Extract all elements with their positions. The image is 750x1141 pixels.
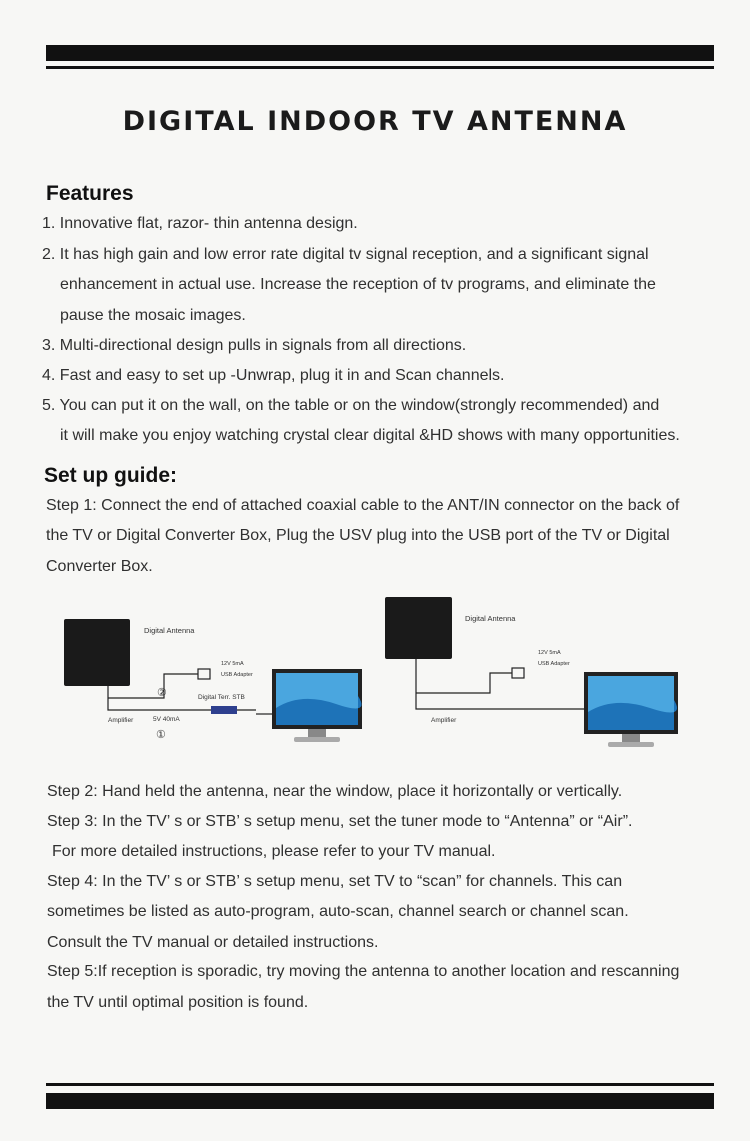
left-marker-2: ② — [157, 687, 167, 699]
features-line-2: 2. It has high gain and low error rate digital tv signal reception, and a significant signal — [42, 246, 649, 263]
left-tv-monitor — [272, 669, 362, 742]
step4-line-cont2: Consult the TV manual or detailed instructions. — [47, 934, 379, 951]
top-rule-thick — [46, 45, 714, 61]
left-power-label: 5V 40mA — [153, 716, 180, 723]
features-line-5-cont: it will make you enjoy watching crystal clear digital &HD shows with many opportunities. — [60, 427, 680, 444]
left-usb-adapter-icon — [198, 669, 210, 679]
features-line-2-cont2: pause the mosaic images. — [60, 307, 246, 324]
step5-line-cont: the TV until optimal position is found. — [47, 994, 309, 1011]
step4-line-cont: sometimes be listed as auto-program, auto-scan, channel search or channel scan. — [47, 903, 629, 920]
left-marker-1: ① — [156, 729, 166, 741]
features-line-3: 3. Multi-directional design pulls in signals from all directions. — [42, 337, 467, 354]
right-adapter-line1: 12V 5mA — [538, 650, 561, 656]
left-antenna-panel — [64, 619, 130, 686]
right-antenna-panel — [385, 597, 452, 659]
right-usb-adapter-icon — [512, 668, 524, 678]
step4-line: Step 4: In the TV’ s or STB’ s setup menu, set TV to “scan” for channels. This can — [47, 873, 623, 890]
features-line-4: 4. Fast and easy to set up -Unwrap, plug it in and Scan channels. — [42, 367, 505, 384]
bottom-rule-thick — [46, 1093, 714, 1109]
bottom-rule-thin — [46, 1083, 714, 1086]
left-stb-label: Digital Terr. STB — [198, 694, 245, 701]
features-line-1: 1. Innovative flat, razor- thin antenna design. — [42, 215, 358, 232]
left-stb-box — [211, 706, 237, 714]
setup-heading: Set up guide: — [44, 464, 177, 487]
step3-line-cont: For more detailed instructions, please refer to your TV manual. — [52, 843, 496, 860]
left-adapter-line2: USB Adapter — [221, 672, 253, 678]
step1-line-2: the TV or Digital Converter Box, Plug the USV plug into the USB port of the TV or Digital — [46, 527, 670, 544]
step1-line-1: Step 1: Connect the end of attached coaxial cable to the ANT/IN connector on the back of — [46, 497, 680, 514]
page-title: DIGITAL INDOOR TV ANTENNA — [122, 106, 628, 137]
right-adapter-line2: USB Adapter — [538, 661, 570, 667]
connection-diagram — [46, 588, 706, 758]
step3-line: Step 3: In the TV’ s or STB’ s setup menu, set the tuner mode to “Antenna” or “Air”. — [47, 813, 633, 830]
right-tv-monitor — [584, 672, 678, 747]
right-usb-cable — [416, 673, 512, 693]
features-heading: Features — [46, 182, 134, 205]
step5-line: Step 5:If reception is sporadic, try moving the antenna to another location and rescanning — [47, 963, 680, 980]
right-amplifier-label: Amplifier — [431, 717, 457, 724]
right-antenna-label: Digital Antenna — [465, 614, 516, 623]
features-line-5: 5. You can put it on the wall, on the table or on the window(strongly recommended) and — [42, 397, 660, 414]
left-antenna-label: Digital Antenna — [144, 626, 195, 635]
left-amplifier-label: Amplifier — [108, 717, 134, 724]
step1-line-3: Converter Box. — [46, 558, 153, 575]
features-line-2-cont: enhancement in actual use. Increase the reception of tv programs, and eliminate the — [60, 276, 656, 293]
step2-line: Step 2: Hand held the antenna, near the window, place it horizontally or vertically. — [47, 783, 623, 800]
top-rule-thin — [46, 66, 714, 69]
left-adapter-line1: 12V 5mA — [221, 661, 244, 667]
left-diagram — [64, 619, 362, 742]
right-diagram — [385, 597, 678, 747]
